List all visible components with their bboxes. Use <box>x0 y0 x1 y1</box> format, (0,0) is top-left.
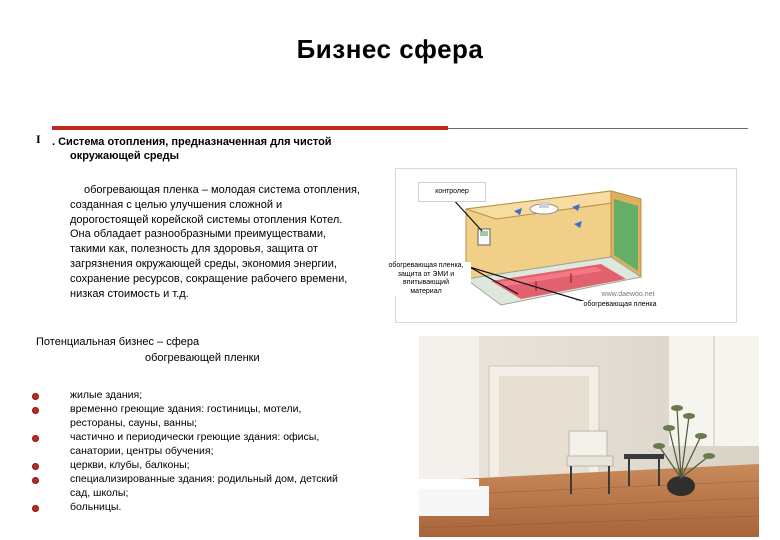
list-item-line: санатории, центры обучения; <box>70 445 214 457</box>
list-item-line: специализированные здания: родильный дом, детский <box>70 473 338 485</box>
potential-subheading: обогревающей пленки <box>145 352 260 364</box>
section-number: I <box>36 132 41 146</box>
description-line: такими как, полезность для здоровья, защита от <box>70 243 318 256</box>
list-item <box>36 472 386 500</box>
list-item-line: жилые здания; <box>70 389 143 401</box>
film-label-line: впитывающий <box>402 279 450 286</box>
bullet-icon <box>32 435 39 442</box>
description-line: Она обладает разнообразными преимуществами, <box>70 228 327 241</box>
interior-illustration <box>419 336 759 537</box>
bullet-icon <box>32 463 39 470</box>
list-item <box>36 388 386 402</box>
bullet-icon <box>32 505 39 512</box>
potential-heading: Потенциальная бизнес – сфера <box>36 336 200 348</box>
list-item <box>36 402 386 430</box>
interior-photo <box>419 336 759 537</box>
description-line: сохранение ресурсов, сокращение рабочего времени, <box>70 272 348 285</box>
film-label <box>381 262 471 296</box>
page-title: Бизнес сфера <box>296 34 484 64</box>
watermark-logo: www.daewoo.net <box>588 291 668 300</box>
list-item-line: временно греющие здания: гостиницы, мотели, <box>70 403 302 415</box>
bullet-icon <box>32 407 39 414</box>
bullet-icon <box>32 477 39 484</box>
list-item-line: сад, школы; <box>70 487 129 499</box>
divider-rule <box>448 128 748 129</box>
list-item-line: больницы. <box>70 501 122 513</box>
section-heading-line-1: . Система отопления, предназначенная для чистой <box>52 136 332 148</box>
accent-rule <box>52 126 448 130</box>
film-label-line: защита от ЭМИ и <box>397 270 455 278</box>
film-label-line: обогревающая пленка, <box>388 262 464 269</box>
business-list <box>36 388 386 514</box>
film-label-line: материал <box>410 287 442 295</box>
list-item <box>36 500 386 514</box>
description-line: созданная с целью улучшения сложной и <box>70 198 283 211</box>
list-item <box>36 430 386 458</box>
description-line: обогревающая пленка – молодая система отопления, <box>84 184 360 196</box>
description-line: дорогостоящей корейской системы отопления Котел. <box>70 213 343 226</box>
controller-label: контролер <box>418 182 486 202</box>
bullet-icon <box>32 393 39 400</box>
list-item <box>36 458 386 472</box>
description-line: загрязнения окружающей среды, экономия энергии, <box>70 257 337 270</box>
section-heading <box>52 135 372 163</box>
list-item-line: частично и периодически греющие здания: офисы, <box>70 431 320 443</box>
description-paragraph <box>70 183 390 301</box>
list-item-line: церкви, клубы, балконы; <box>70 459 190 471</box>
description-line: низкая стоимость и т.д. <box>70 287 189 300</box>
section-heading-line-2: окружающей среды <box>70 150 180 162</box>
list-item-line: рестораны, сауны, ванны; <box>70 417 198 429</box>
heating-film-caption: обогревающая пленка <box>560 301 680 310</box>
